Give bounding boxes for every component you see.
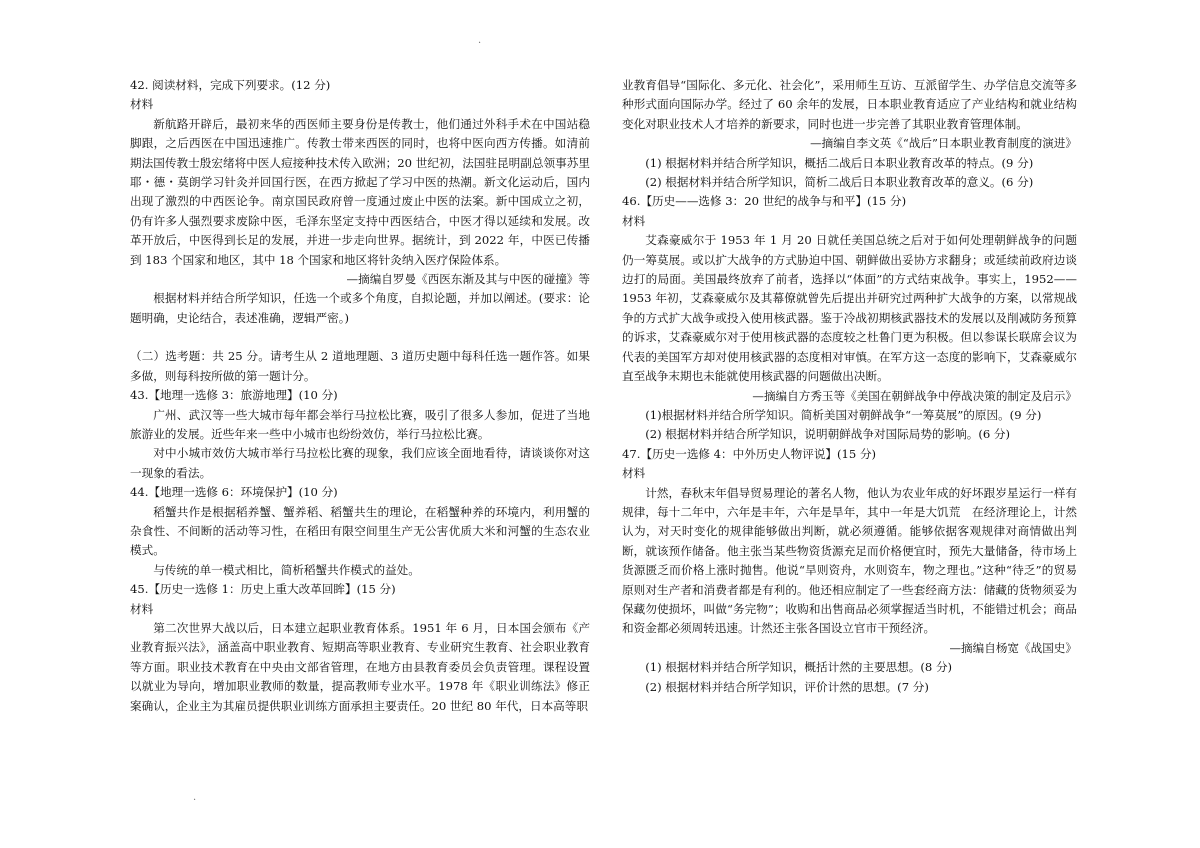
top-mark: · bbox=[478, 38, 482, 49]
q45-heading: 45.【历史一选修 1：历史上重大改革回眸】(15 分) bbox=[130, 582, 396, 597]
q44-heading: 44.【地理一选修 6：环境保护】(10 分) bbox=[130, 485, 338, 500]
q42-source: —摘编自罗曼《西医东渐及其与中医的碰撞》等 bbox=[346, 272, 590, 287]
q46-heading: 46.【历史——选修 3：20 世纪的战争与和平】(15 分) bbox=[622, 194, 907, 209]
q44-text: 稻蟹共作是根据稻养蟹、蟹养稻、稻蟹共生的理论，在稻蟹种养的环境内，利用蟹的杂食性、不间断的活动等习性，在稻田有限空间里生产无公害优质大米和河蟹的生态农业模式。 bbox=[130, 504, 590, 558]
q44-question: 与传统的单一模式相比，简析稻蟹共作模式的益处。 bbox=[153, 562, 420, 577]
q43-text: 广州、武汉等一些大城市每年都会举行马拉松比赛，吸引了很多人参加，促进了当地旅游业的发展。近些年来一些中小城市也纷纷效仿，举行马拉松比赛。 bbox=[130, 407, 590, 441]
q42-material-label: 材料 bbox=[130, 97, 154, 112]
q42-requirement: 根据材料并结合所学知识，任选一个或多个角度，自拟论题，并加以阐述。(要求：论题明确，史论结合，表述准确，逻辑严密。) bbox=[130, 291, 590, 325]
q42-heading: 42. 阅读材料，完成下列要求。(12 分) bbox=[130, 78, 331, 92]
section-2-instructions: （二）选考题：共 25 分。请考生从 2 道地理题、3 道历史题中每科任选一题作答。如果多做，则每科按所做的第一题计分。 bbox=[130, 349, 590, 383]
q43-question: 对中小城市效仿大城市举行马拉松比赛的现象，我们应该全面地看待，请谈谈你对这一现象的看法。 bbox=[130, 446, 590, 480]
q47-heading: 47.【历史一选修 4：中外历史人物评说】(15 分) bbox=[622, 446, 877, 461]
q47-material-label: 材料 bbox=[622, 466, 646, 481]
right-column bbox=[622, 76, 1077, 697]
q46-requirement-1: (1)根据材料并结合所学知识。简析美国对朝鲜战争“一筹莫展”的原因。(9 分) bbox=[645, 407, 1042, 422]
q46-material-text: 艾森豪威尔于 1953 年 1 月 20 日就任美国总统之后对于如何处理朝鲜战争的问题仍一筹莫展。或以扩大战争的方式胁迫中国、朝鲜做出妥协方求翻身；或延续前政府边谈边打的局面。美国最终放弃了前者，选择以“体面”的方式结束战争。事实上，1952——1953 年初，艾森豪威尔及其幕僚就曾先后提出并研究过两种扩大战争的方案，以常规战争的方式扩大战争或投入使用核武器。鉴于冷战初期核武器技术的发展以及削减防务预算的诉求，艾森豪威尔对于使用核武器的态度较之杜鲁门更为积极。但以参谋长联席会议为代表的美国军方却对使用核武器的态度相对审慎。在军方这一态度的影响下，艾森豪威尔直至战争末期也未能就使用核武器的问题做出决断。 bbox=[622, 233, 1077, 384]
q45-material-label: 材料 bbox=[130, 601, 154, 616]
left-column bbox=[130, 76, 590, 716]
q45-requirement-1: (1) 根据材料并结合所学知识，概括二战后日本职业教育改革的特点。(9 分) bbox=[645, 155, 1034, 170]
q45-material-continued: 业教育倡导“国际化、多元化、社会化”，采用师生互访、互派留学生、办学信息交流等多种形式面向国际办学。经过了 60 余年的发展，日本职业教育适应了产业结构和就业结构变化对职业技术人才培养的新要求，同时也进一步完善了其职业教育管理体制。 bbox=[622, 78, 1077, 131]
q46-source: —摘编自方秀玉等《美国在朝鲜战争中停战决策的制定及启示》 bbox=[752, 388, 1077, 403]
bottom-mark: · bbox=[193, 795, 197, 806]
q47-requirement-1: (1) 根据材料并结合所学知识，概括计然的主要思想。(8 分) bbox=[645, 660, 953, 675]
q47-material-text: 计然，春秋末年倡导贸易理论的著名人物，他认为农业年成的好坏跟岁星运行一样有规律，每十二年中，六年是丰年，六年是旱年，其中一年是大饥荒 在经济理论上，计然认为，对天时变化的规律能够做出判断，就必须遵循。能够依据客观规律对商情做出判断，就该预作储备。他主张当某些物资货源充足而价格便宜时，预先大量储备，待市场上货源匮乏而价格上涨时抛售。他说“旱则资舟，水则资车，物之理也。”这种“待乏”的贸易原则对生产者和消费者都是有利的。他还相应制定了一些套经商方法：储藏的货物须妥为保藏勿使损坏，叫做“务完物”；收购和出售商品必须掌握适当时机，不能错过机会；商品和资金都必须周转迅速。计然还主张各国设立官市干预经济。 bbox=[622, 485, 1077, 636]
q45-material-text: 第二次世界大战以后，日本建立起职业教育体系。1951 年 6 月，日本国会颁布《产业教育振兴法》，涵盖高中职业教育、短期高等职业教育、专业研究生教育、社会职业教育等方面。职业技术教育在中央由文部省管理，在地方由县教育委员会负责管理。课程设置以就业为导向，增加职业教师的数量，提高教师专业水平。1978 年《职业训练法》修正案确认，企业主为其雇员提供职业训练方面承担主要责任。20 世纪 80 年代，日本高等职 bbox=[130, 620, 590, 713]
q46-material-label: 材料 bbox=[622, 213, 646, 228]
q45-source: —摘编自李文英《“战后”日本职业教育制度的演进》 bbox=[810, 136, 1077, 151]
q47-requirement-2: (2) 根据材料并结合所学知识，评价计然的思想。(7 分) bbox=[645, 679, 929, 694]
q46-requirement-2: (2) 根据材料并结合所学知识，说明朝鲜战争对国际局势的影响。(6 分) bbox=[645, 427, 1011, 442]
q43-heading: 43.【地理一选修 3：旅游地理】(10 分) bbox=[130, 388, 338, 403]
q47-source: —摘编自杨宽《战国史》 bbox=[949, 640, 1077, 655]
q45-requirement-2: (2) 根据材料并结合所学知识，简析二战后日本职业教育改革的意义。(6 分) bbox=[645, 175, 1034, 190]
q42-material-text: 新航路开辟后，最初来华的西医师主要身份是传教士，他们通过外科手术在中国站稳脚跟，之后西医在中国迅速推广。传教士带来西医的同时，也将中医向西方传播。如清前期法国传教士殷宏绪将中医人痘接种技术传入欧洲；20 世纪初，法国驻昆明副总领事苏里耶・德・莫朗学习针灸并回国行医，在西方掀起了学习中医的热潮。新文化运动后，国内出现了激烈的中西医论争。南京国民政府曾一度通过废止中医的法案。新中国成立之初，仍有许多人强烈要求废除中医，毛泽东坚定支持中西医结合，中医才得以延续和发展。改革开放后，中医得到长足的发展，并进一步走向世界。据统计，到 2022 年，中医已传播到 183 个国家和地区，其中 18 个国家和地区将针灸纳入医疗保险体系。 bbox=[130, 116, 590, 267]
